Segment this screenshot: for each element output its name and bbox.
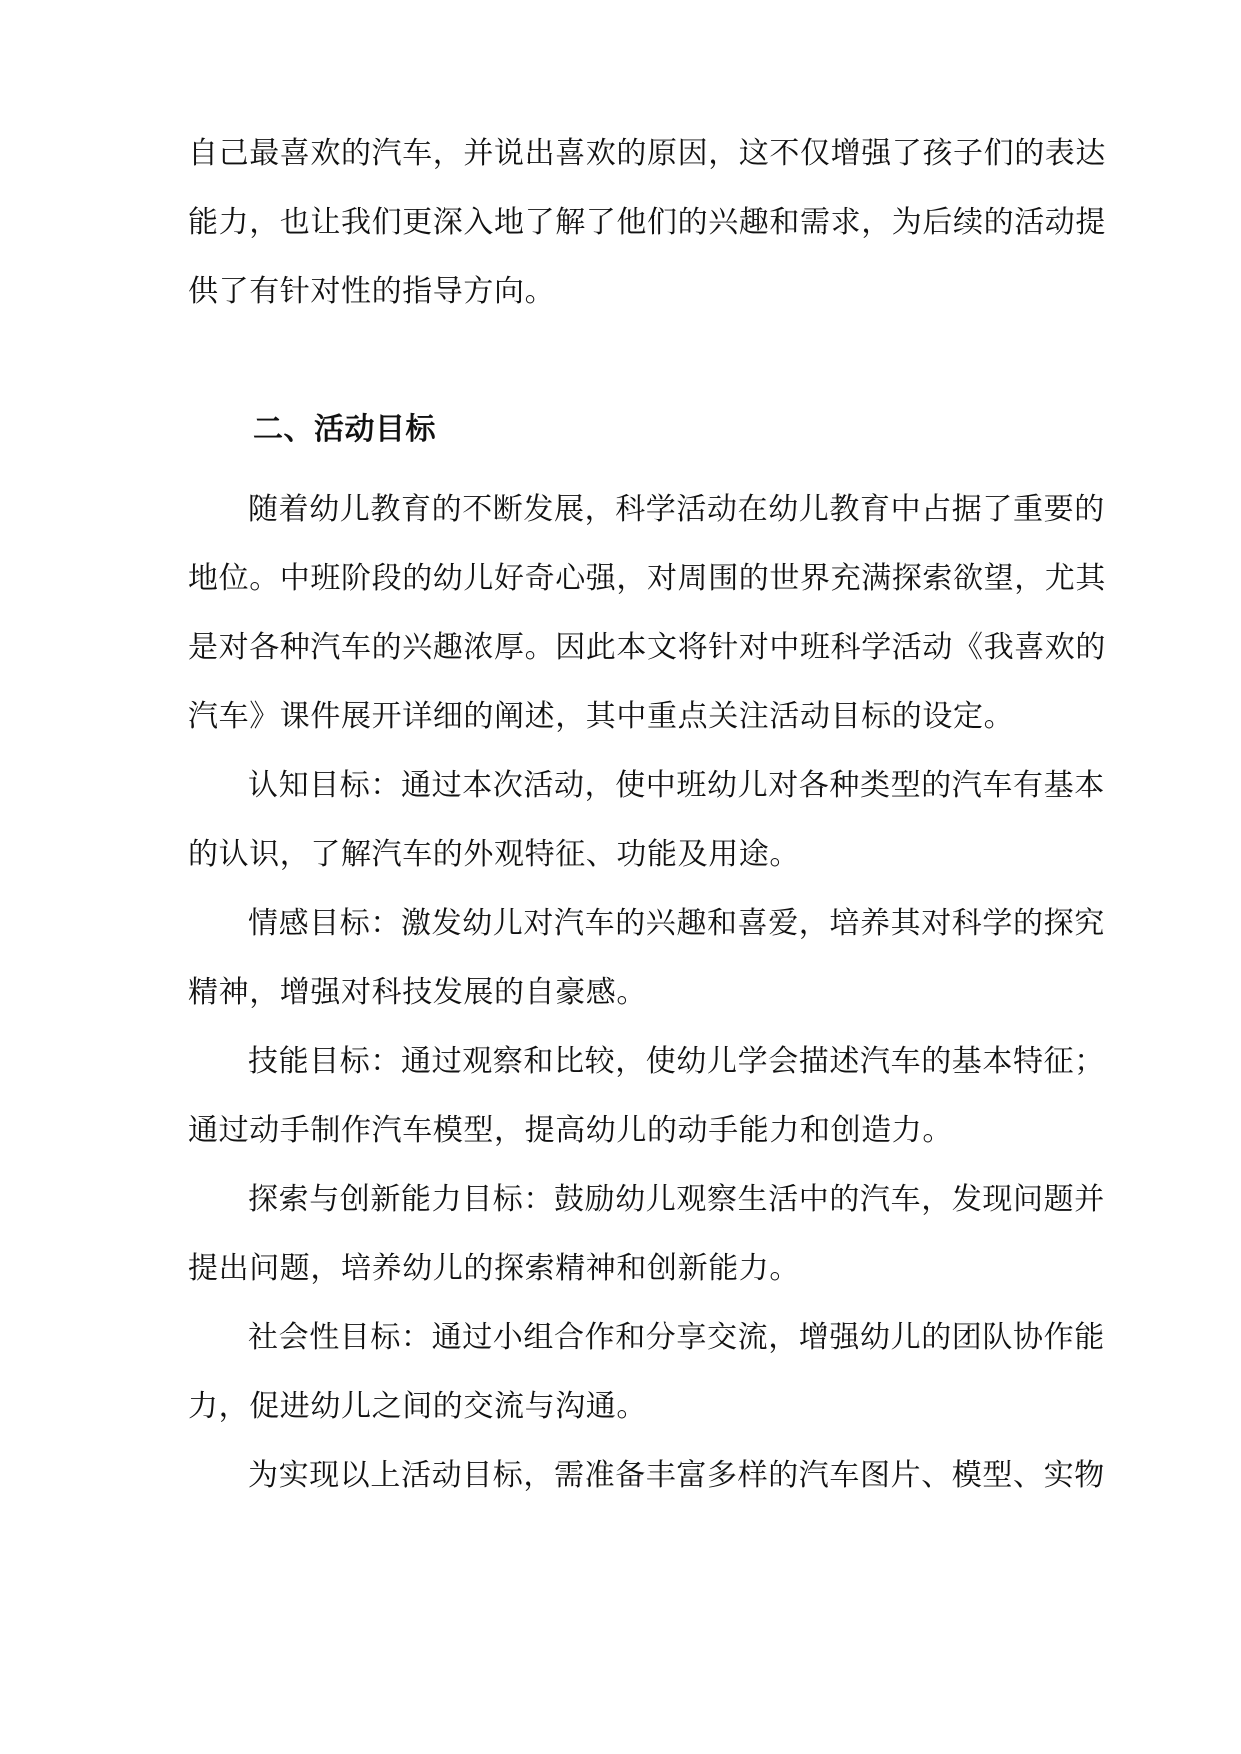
intro-line: 自己最喜欢的汽车，并说出喜欢的原因，这不仅增强了孩子们的表达 — [188, 136, 1106, 171]
social-goal-line: 力，促进幼儿之间的交流与沟通。 — [188, 1389, 647, 1424]
emotional-goal-line: 情感目标：激发幼儿对汽车的兴趣和喜爱，培养其对科学的探究 — [248, 906, 1105, 941]
innovation-goal-line: 探索与创新能力目标：鼓励幼儿观察生活中的汽车，发现问题并 — [248, 1182, 1105, 1217]
paragraph-line: 汽车》课件展开详细的阐述，其中重点关注活动目标的设定。 — [188, 699, 1015, 734]
closing-line: 为实现以上活动目标，需准备丰富多样的汽车图片、模型、实物 — [248, 1458, 1105, 1493]
intro-line: 供了有针对性的指导方向。 — [188, 274, 556, 309]
section-heading: 二、活动目标 — [253, 412, 436, 447]
intro-line: 能力，也让我们更深入地了解了他们的兴趣和需求，为后续的活动提 — [188, 205, 1106, 240]
paragraph-line: 随着幼儿教育的不断发展，科学活动在幼儿教育中占据了重要的 — [248, 492, 1105, 527]
paragraph-line: 是对各种汽车的兴趣浓厚。因此本文将针对中班科学活动《我喜欢的 — [188, 630, 1106, 665]
social-goal-line: 社会性目标：通过小组合作和分享交流，增强幼儿的团队协作能 — [248, 1320, 1105, 1355]
skill-goal-line: 技能目标：通过观察和比较，使幼儿学会描述汽车的基本特征； — [248, 1044, 1105, 1079]
cognitive-goal-line: 的认识，了解汽车的外观特征、功能及用途。 — [188, 837, 800, 872]
emotional-goal-line: 精神，增强对科技发展的自豪感。 — [188, 975, 647, 1010]
skill-goal-line: 通过动手制作汽车模型，提高幼儿的动手能力和创造力。 — [188, 1113, 953, 1148]
innovation-goal-line: 提出问题，培养幼儿的探索精神和创新能力。 — [188, 1251, 800, 1286]
paragraph-line: 地位。中班阶段的幼儿好奇心强，对周围的世界充满探索欲望，尤其 — [188, 561, 1106, 596]
cognitive-goal-line: 认知目标：通过本次活动，使中班幼儿对各种类型的汽车有基本 — [248, 768, 1105, 803]
